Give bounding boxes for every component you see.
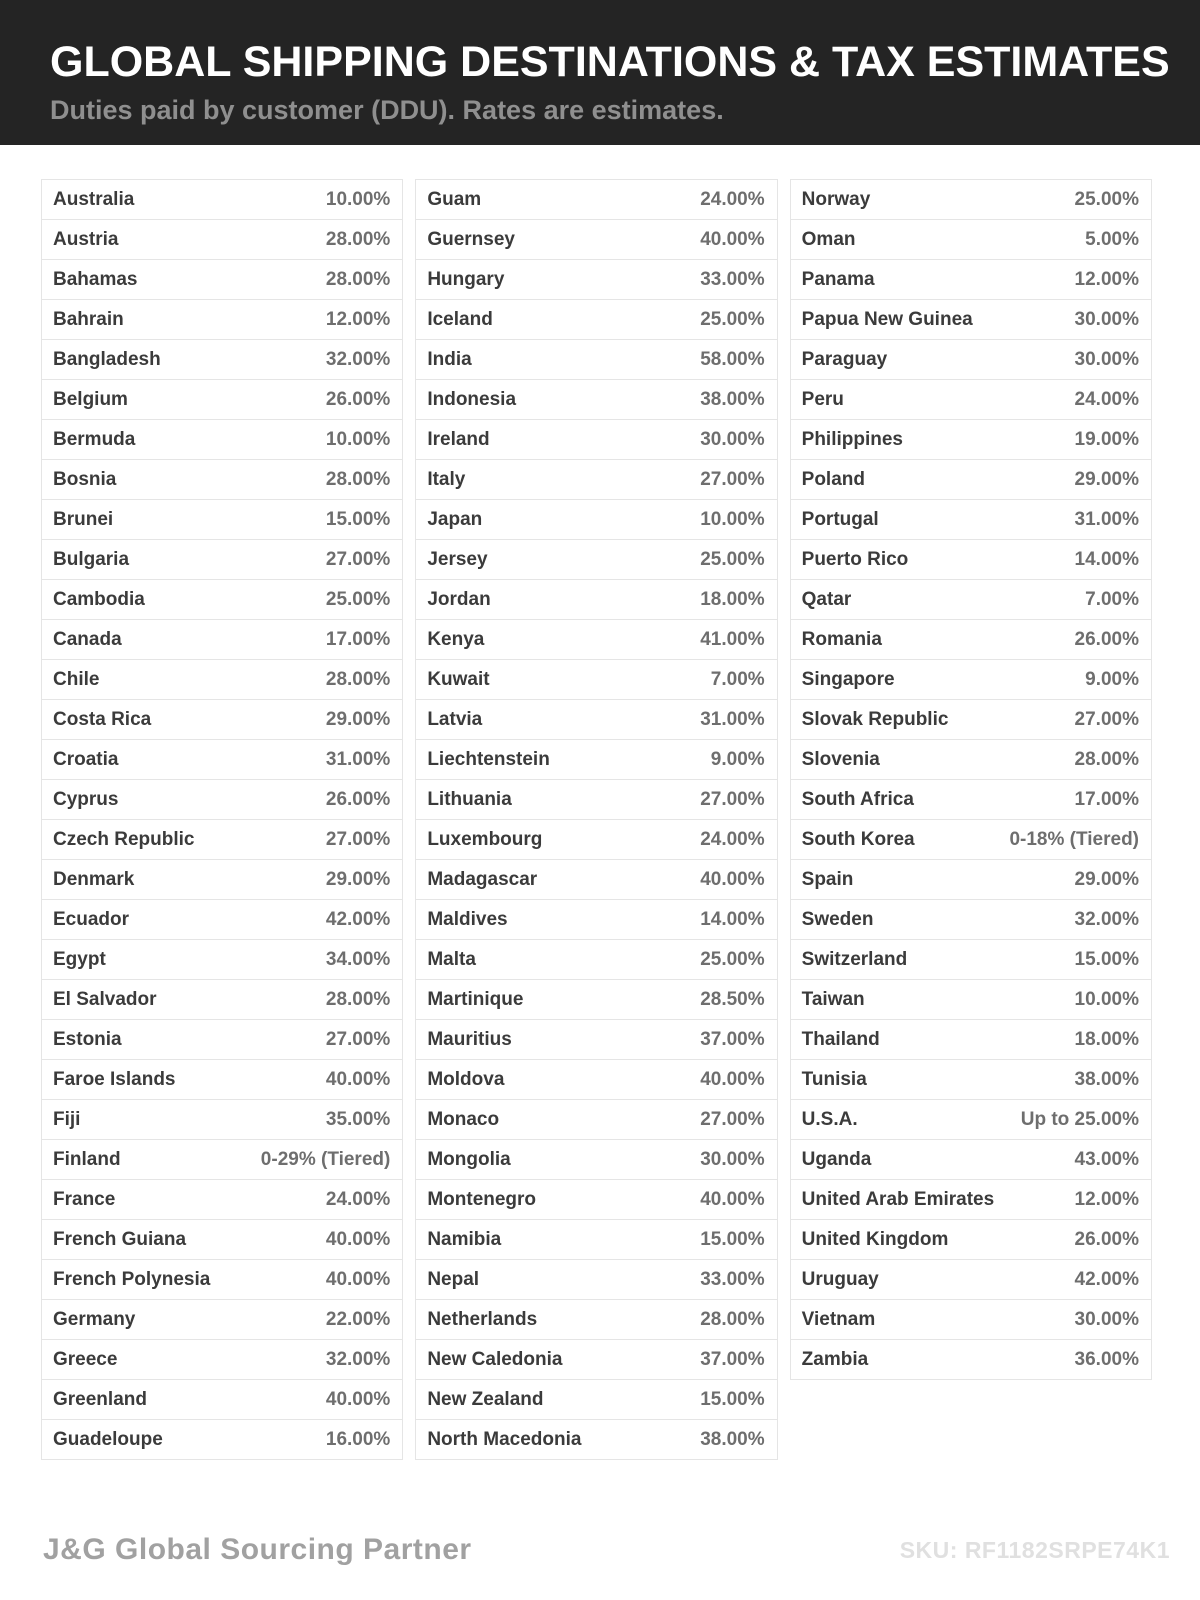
country-name: Qatar — [801, 588, 852, 610]
table-row — [790, 219, 1152, 260]
tax-rate: 29.00% — [1074, 868, 1139, 890]
tax-rate: 40.00% — [325, 1388, 391, 1410]
rates-column-3 — [790, 179, 1152, 1380]
tax-rate: 30.00% — [700, 1148, 765, 1170]
country-name: Jordan — [427, 588, 491, 610]
country-name: Madagascar — [427, 868, 538, 890]
tax-rate: 40.00% — [325, 1268, 391, 1290]
table-row — [41, 1259, 403, 1300]
tax-rate: 16.00% — [325, 1428, 391, 1450]
table-row — [790, 619, 1152, 660]
country-name: Mauritius — [427, 1028, 512, 1050]
country-name: United Arab Emirates — [801, 1188, 995, 1210]
table-row — [415, 1019, 777, 1060]
table-row — [790, 179, 1152, 220]
country-name: Fiji — [53, 1108, 81, 1130]
tax-rate: 15.00% — [325, 508, 391, 530]
tax-rate: 24.00% — [700, 828, 765, 850]
table-row — [790, 1059, 1152, 1100]
page-title: GLOBAL SHIPPING DESTINATIONS & TAX ESTIMATES — [50, 38, 1170, 86]
tax-rate: 38.00% — [700, 388, 765, 410]
country-name: Guernsey — [427, 228, 515, 250]
tax-rate: 22.00% — [325, 1308, 391, 1330]
table-row — [790, 579, 1152, 620]
table-row — [41, 339, 403, 380]
table-row — [415, 819, 777, 860]
table-row — [41, 1019, 403, 1060]
table-row — [415, 619, 777, 660]
country-name: Bulgaria — [53, 548, 130, 570]
tax-rate: 40.00% — [325, 1068, 391, 1090]
tax-rate: 42.00% — [1074, 1268, 1139, 1290]
tax-rate: 34.00% — [325, 948, 391, 970]
country-name: Thailand — [801, 1028, 880, 1050]
tax-rate: 10.00% — [700, 508, 765, 530]
tax-rate: 42.00% — [325, 908, 391, 930]
tax-rate: 32.00% — [1074, 908, 1139, 930]
country-name: Chile — [53, 668, 100, 690]
tax-rate: 18.00% — [700, 588, 765, 610]
tax-rate: 28.00% — [325, 268, 391, 290]
table-row — [415, 1339, 777, 1380]
country-name: Bahrain — [53, 308, 124, 330]
tax-rate: 27.00% — [700, 468, 765, 490]
tax-rate: 27.00% — [700, 1108, 765, 1130]
country-name: Zambia — [801, 1348, 869, 1370]
table-row — [41, 1419, 403, 1460]
table-row — [41, 739, 403, 780]
country-name: Poland — [801, 468, 865, 490]
country-name: New Zealand — [427, 1388, 544, 1410]
country-name: North Macedonia — [427, 1428, 582, 1450]
country-name: Kuwait — [427, 668, 490, 690]
table-row — [415, 659, 777, 700]
country-name: Paraguay — [801, 348, 888, 370]
table-row — [790, 699, 1152, 740]
tax-rate: 10.00% — [1074, 988, 1139, 1010]
header-banner — [0, 0, 1200, 145]
tax-rate: 26.00% — [1074, 1228, 1139, 1250]
table-row — [790, 779, 1152, 820]
table-row — [790, 859, 1152, 900]
tax-rate: 7.00% — [710, 668, 765, 690]
table-row — [790, 539, 1152, 580]
tax-rate: 5.00% — [1085, 228, 1139, 250]
table-row — [41, 1379, 403, 1420]
tax-rate: 25.00% — [700, 548, 765, 570]
table-row — [41, 979, 403, 1020]
table-row — [41, 259, 403, 300]
country-name: French Polynesia — [53, 1268, 211, 1290]
country-name: Jersey — [427, 548, 488, 570]
country-name: Namibia — [427, 1228, 502, 1250]
country-name: Moldova — [427, 1068, 505, 1090]
tax-rate: 29.00% — [1074, 468, 1139, 490]
tax-rate: 28.00% — [1074, 748, 1139, 770]
table-row — [41, 619, 403, 660]
table-row — [790, 1339, 1152, 1380]
tax-rate: 10.00% — [325, 188, 391, 210]
table-row — [415, 379, 777, 420]
country-name: Bahamas — [53, 268, 138, 290]
table-row — [41, 939, 403, 980]
country-name: Bangladesh — [53, 348, 161, 370]
country-name: Liechtenstein — [427, 748, 550, 770]
table-row — [41, 499, 403, 540]
country-name: Bermuda — [53, 428, 136, 450]
table-row — [790, 979, 1152, 1020]
tax-rate: 9.00% — [1085, 668, 1139, 690]
country-name: Uruguay — [801, 1268, 879, 1290]
tax-rate: 27.00% — [1074, 708, 1139, 730]
country-name: Slovenia — [801, 748, 880, 770]
table-row — [415, 1059, 777, 1100]
tax-rate: 38.00% — [1074, 1068, 1139, 1090]
table-row — [790, 1139, 1152, 1180]
country-name: Luxembourg — [427, 828, 543, 850]
tax-rate: 32.00% — [325, 348, 391, 370]
table-row — [41, 419, 403, 460]
country-name: Brunei — [53, 508, 114, 530]
tax-rate: 25.00% — [1074, 188, 1139, 210]
country-name: Peru — [801, 388, 844, 410]
table-row — [415, 259, 777, 300]
country-name: Martinique — [427, 988, 524, 1010]
tax-rate: Up to 25.00% — [1020, 1108, 1139, 1130]
country-name: Netherlands — [427, 1308, 538, 1330]
tax-rate: 0-18% (Tiered) — [1009, 828, 1139, 850]
tax-rate: 12.00% — [325, 308, 391, 330]
country-name: Portugal — [801, 508, 879, 530]
tax-rate: 14.00% — [1074, 548, 1139, 570]
country-name: South Korea — [801, 828, 915, 850]
country-name: Ireland — [427, 428, 490, 450]
table-row — [41, 1219, 403, 1260]
table-row — [41, 1179, 403, 1220]
tax-rate: 40.00% — [325, 1228, 391, 1250]
tax-rate: 30.00% — [700, 428, 765, 450]
country-name: Canada — [53, 628, 122, 650]
tax-rate: 28.50% — [700, 988, 765, 1010]
country-name: Ecuador — [53, 908, 130, 930]
country-name: Iceland — [427, 308, 493, 330]
brand-name: J&G Global Sourcing Partner — [43, 1533, 472, 1566]
tax-rate: 32.00% — [325, 1348, 391, 1370]
tax-rate: 28.00% — [325, 988, 391, 1010]
country-name: El Salvador — [53, 988, 157, 1010]
tax-rate: 15.00% — [700, 1388, 765, 1410]
country-name: Czech Republic — [53, 828, 195, 850]
country-name: Bosnia — [53, 468, 117, 490]
table-row — [790, 419, 1152, 460]
table-row — [41, 379, 403, 420]
country-name: Italy — [427, 468, 466, 490]
table-row — [415, 779, 777, 820]
table-row — [790, 1219, 1152, 1260]
table-row — [790, 659, 1152, 700]
table-row — [415, 419, 777, 460]
tax-rate: 26.00% — [1074, 628, 1139, 650]
sku-label: SKU: RF1182SRPE74K1 — [899, 1536, 1170, 1563]
tax-rate: 18.00% — [1074, 1028, 1139, 1050]
table-row — [790, 1179, 1152, 1220]
tax-rate: 27.00% — [325, 828, 391, 850]
country-name: Switzerland — [801, 948, 908, 970]
tax-rate: 41.00% — [700, 628, 765, 650]
tax-rate: 37.00% — [700, 1028, 765, 1050]
table-row — [41, 859, 403, 900]
table-row — [790, 259, 1152, 300]
tax-rate: 58.00% — [700, 348, 765, 370]
tax-rate: 40.00% — [700, 868, 765, 890]
country-name: Panama — [801, 268, 875, 290]
table-row — [41, 899, 403, 940]
table-row — [41, 1139, 403, 1180]
table-row — [41, 539, 403, 580]
tax-rate: 31.00% — [1074, 508, 1139, 530]
rates-column-1 — [41, 179, 403, 1460]
tax-rate: 12.00% — [1074, 1188, 1139, 1210]
country-name: Guam — [427, 188, 482, 210]
table-row — [41, 459, 403, 500]
table-row — [415, 579, 777, 620]
tax-rate: 25.00% — [700, 948, 765, 970]
country-name: Sweden — [801, 908, 874, 930]
tax-rate: 28.00% — [325, 228, 391, 250]
table-row — [415, 1179, 777, 1220]
country-name: Guadeloupe — [53, 1428, 163, 1450]
country-name: Maldives — [427, 908, 508, 930]
country-name: Estonia — [53, 1028, 122, 1050]
tax-rate: 33.00% — [700, 268, 765, 290]
country-name: Norway — [801, 188, 871, 210]
country-name: Spain — [801, 868, 854, 890]
table-row — [790, 1299, 1152, 1340]
country-name: Latvia — [427, 708, 483, 730]
table-row — [415, 899, 777, 940]
table-row — [790, 1019, 1152, 1060]
table-row — [415, 219, 777, 260]
tax-rate: 14.00% — [700, 908, 765, 930]
tax-rate: 15.00% — [700, 1228, 765, 1250]
tax-rate: 28.00% — [325, 668, 391, 690]
tax-rate: 37.00% — [700, 1348, 765, 1370]
tax-rate: 12.00% — [1074, 268, 1139, 290]
tax-rate: 7.00% — [1085, 588, 1139, 610]
country-name: Cambodia — [53, 588, 145, 610]
country-name: India — [427, 348, 472, 370]
tax-rates-table — [41, 179, 1152, 1460]
table-row — [41, 579, 403, 620]
tax-rate: 27.00% — [325, 548, 391, 570]
country-name: Hungary — [427, 268, 505, 290]
country-name: Papua New Guinea — [801, 308, 973, 330]
country-name: Romania — [801, 628, 882, 650]
country-name: Greenland — [53, 1388, 147, 1410]
tax-rate: 26.00% — [325, 388, 391, 410]
country-name: Puerto Rico — [801, 548, 909, 570]
table-row — [790, 459, 1152, 500]
country-name: U.S.A. — [801, 1108, 858, 1130]
table-row — [415, 459, 777, 500]
country-name: France — [53, 1188, 116, 1210]
table-row — [415, 179, 777, 220]
table-row — [415, 979, 777, 1020]
tax-rate: 30.00% — [1074, 308, 1139, 330]
country-name: Malta — [427, 948, 476, 970]
table-row — [790, 899, 1152, 940]
country-name: Indonesia — [427, 388, 517, 410]
table-row — [415, 499, 777, 540]
tax-rate: 30.00% — [1074, 1308, 1139, 1330]
country-name: Singapore — [801, 668, 895, 690]
country-name: Uganda — [801, 1148, 872, 1170]
country-name: Vietnam — [801, 1308, 876, 1330]
country-name: United Kingdom — [801, 1228, 949, 1250]
table-row — [790, 739, 1152, 780]
tax-rate: 9.00% — [710, 748, 765, 770]
table-row — [790, 499, 1152, 540]
tax-rate: 19.00% — [1074, 428, 1139, 450]
country-name: Slovak Republic — [801, 708, 949, 730]
table-row — [415, 739, 777, 780]
tax-rate: 15.00% — [1074, 948, 1139, 970]
table-row — [41, 219, 403, 260]
tax-rate: 26.00% — [325, 788, 391, 810]
table-row — [790, 939, 1152, 980]
tax-rate: 29.00% — [325, 868, 391, 890]
table-row — [41, 1299, 403, 1340]
table-row — [415, 1299, 777, 1340]
table-row — [415, 859, 777, 900]
country-name: Japan — [427, 508, 483, 530]
country-name: Monaco — [427, 1108, 500, 1130]
table-row — [790, 299, 1152, 340]
table-row — [41, 299, 403, 340]
tax-rate: 36.00% — [1074, 1348, 1139, 1370]
table-row — [790, 1099, 1152, 1140]
country-name: Denmark — [53, 868, 135, 890]
page-subtitle: Duties paid by customer (DDU). Rates are estimates. — [50, 95, 724, 126]
country-name: Finland — [53, 1148, 121, 1170]
tax-rate: 27.00% — [325, 1028, 391, 1050]
table-row — [41, 699, 403, 740]
table-row — [415, 699, 777, 740]
tax-rate: 31.00% — [700, 708, 765, 730]
country-name: Nepal — [427, 1268, 480, 1290]
table-row — [790, 1259, 1152, 1300]
country-name: Faroe Islands — [53, 1068, 176, 1090]
tax-rate: 40.00% — [700, 1068, 765, 1090]
country-name: New Caledonia — [427, 1348, 563, 1370]
country-name: Taiwan — [801, 988, 865, 1010]
table-row — [790, 819, 1152, 860]
table-row — [41, 779, 403, 820]
table-row — [415, 339, 777, 380]
country-name: Kenya — [427, 628, 485, 650]
tax-rate: 17.00% — [325, 628, 391, 650]
country-name: Egypt — [53, 948, 106, 970]
tax-rate: 17.00% — [1074, 788, 1139, 810]
country-name: Tunisia — [801, 1068, 867, 1090]
table-row — [415, 1219, 777, 1260]
tax-rate: 24.00% — [700, 188, 765, 210]
country-name: Austria — [53, 228, 119, 250]
tax-rate: 25.00% — [325, 588, 391, 610]
tax-rate: 24.00% — [1074, 388, 1139, 410]
table-row — [415, 1139, 777, 1180]
table-row — [415, 1259, 777, 1300]
table-row — [790, 379, 1152, 420]
tax-rate: 35.00% — [325, 1108, 391, 1130]
table-row — [41, 659, 403, 700]
table-row — [415, 1419, 777, 1460]
country-name: Greece — [53, 1348, 118, 1370]
table-row — [41, 819, 403, 860]
table-row — [41, 1099, 403, 1140]
country-name: Lithuania — [427, 788, 512, 810]
country-name: Belgium — [53, 388, 128, 410]
country-name: Montenegro — [427, 1188, 537, 1210]
country-name: Croatia — [53, 748, 119, 770]
table-row — [415, 939, 777, 980]
tax-rate: 28.00% — [700, 1308, 765, 1330]
table-row — [415, 1099, 777, 1140]
country-name: Germany — [53, 1308, 136, 1330]
tax-rate: 33.00% — [700, 1268, 765, 1290]
table-row — [790, 339, 1152, 380]
tax-rate: 25.00% — [700, 308, 765, 330]
tax-rate: 27.00% — [700, 788, 765, 810]
table-row — [41, 179, 403, 220]
tax-rate: 30.00% — [1074, 348, 1139, 370]
tax-rate: 10.00% — [325, 428, 391, 450]
country-name: Australia — [53, 188, 135, 210]
country-name: Philippines — [801, 428, 904, 450]
tax-rate: 0-29% (Tiered) — [260, 1148, 391, 1170]
tax-rate: 43.00% — [1074, 1148, 1139, 1170]
table-row — [41, 1059, 403, 1100]
tax-rate: 28.00% — [325, 468, 391, 490]
tax-rate: 31.00% — [325, 748, 391, 770]
table-row — [415, 299, 777, 340]
country-name: Mongolia — [427, 1148, 511, 1170]
country-name: Oman — [801, 228, 856, 250]
country-name: Costa Rica — [53, 708, 152, 730]
table-row — [415, 1379, 777, 1420]
rates-column-2 — [415, 179, 777, 1460]
footer — [43, 1533, 1170, 1567]
table-row — [415, 539, 777, 580]
table-row — [41, 1339, 403, 1380]
tax-rate: 24.00% — [325, 1188, 391, 1210]
tax-rate: 29.00% — [325, 708, 391, 730]
tax-rate: 38.00% — [700, 1428, 765, 1450]
country-name: South Africa — [801, 788, 914, 810]
tax-rate: 40.00% — [700, 1188, 765, 1210]
country-name: French Guiana — [53, 1228, 187, 1250]
country-name: Cyprus — [53, 788, 119, 810]
tax-rate: 40.00% — [700, 228, 765, 250]
